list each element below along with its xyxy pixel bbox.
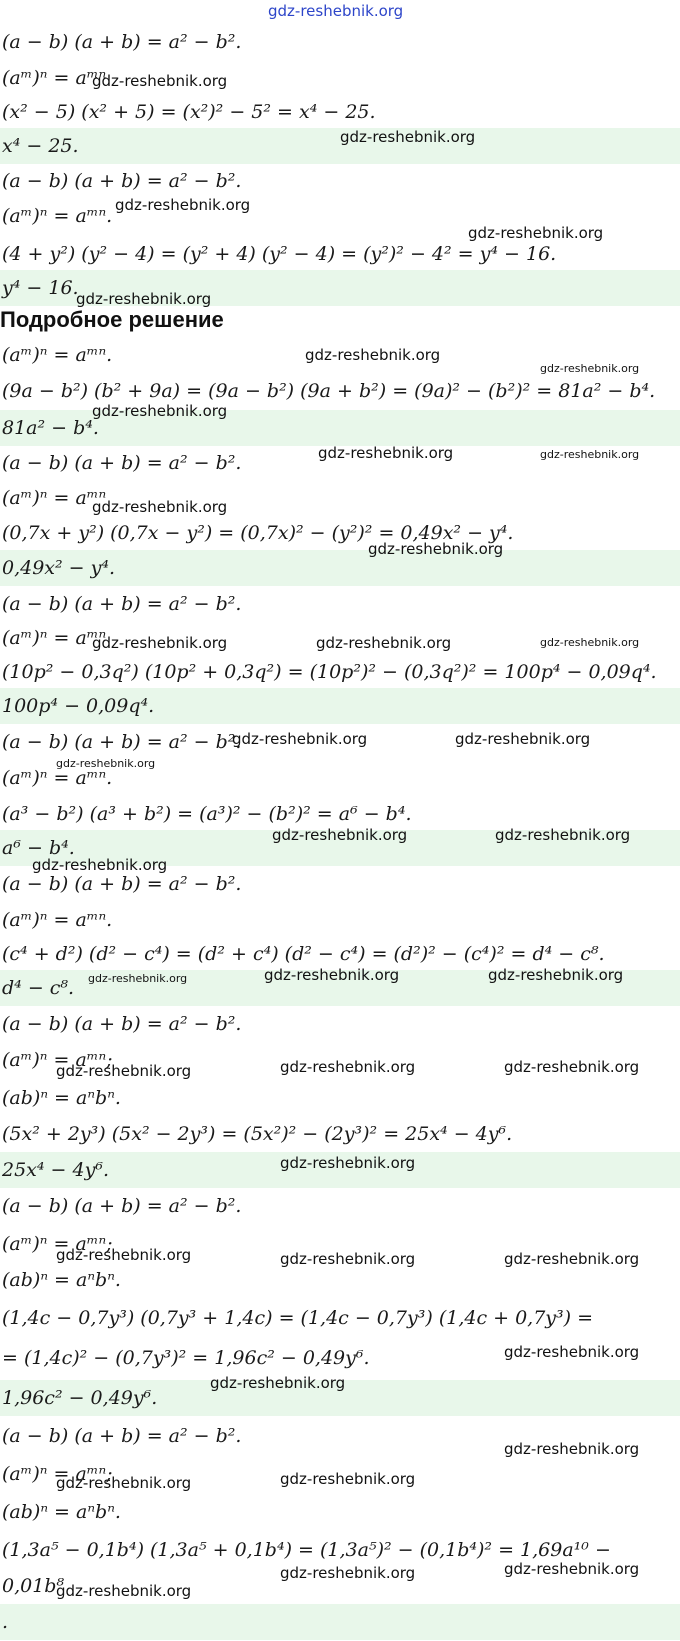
- formula-line: (a − b) (a + b) = a² − b².: [2, 1425, 242, 1447]
- formula-line: (0,7x + y²) (0,7x − y²) = (0,7x)² − (y²)² = 0,49x² − y⁴.: [2, 522, 514, 544]
- formula-line: (4 + y²) (y² − 4) = (y² + 4) (y² − 4) = (y²)² − 4² = y⁴ − 16.: [2, 243, 557, 265]
- formula-line: (aᵐ)ⁿ = aᵐⁿ.: [2, 344, 113, 366]
- formula-line: 0,01b⁸: [2, 1575, 65, 1597]
- formula-line: (a³ − b²) (a³ + b²) = (a³)² − (b²)² = a⁶ − b⁴.: [2, 803, 412, 825]
- site-watermark: gdz-reshebnik.org: [280, 1564, 416, 1582]
- site-watermark: gdz-reshebnik.org: [468, 224, 604, 242]
- site-watermark: gdz-reshebnik.org: [92, 402, 228, 420]
- site-watermark: gdz-reshebnik.org: [504, 1560, 640, 1578]
- formula-line: (5x² + 2y³) (5x² − 2y³) = (5x²)² − (2y³)² = 25x⁴ − 4y⁶.: [2, 1123, 513, 1145]
- site-watermark: gdz-reshebnik.org: [272, 826, 408, 844]
- formula-line: (a − b) (a + b) = a² − b².: [2, 170, 242, 192]
- site-watermark: gdz-reshebnik.org: [88, 972, 188, 985]
- answer-line: 25x⁴ − 4y⁶.: [0, 1152, 680, 1188]
- site-watermark: gdz-reshebnik.org: [455, 730, 591, 748]
- formula-line: = (1,4c)² − (0,7y³)² = 1,96c² − 0,49y⁶.: [2, 1347, 370, 1369]
- site-watermark: gdz-reshebnik.org: [504, 1440, 640, 1458]
- site-watermark: gdz-reshebnik.org: [305, 346, 441, 364]
- answer-line: 0,49x² − y⁴.: [0, 550, 680, 586]
- answer-line: 100p⁴ − 0,09q⁴.: [0, 688, 680, 724]
- formula-line: (aᵐ)ⁿ = aᵐⁿ.: [2, 909, 113, 931]
- section-heading: Подробное решение: [0, 307, 224, 332]
- formula-line: (a − b) (a + b) = a² − b².: [2, 452, 242, 474]
- formula-line: (aᵐ)ⁿ = aᵐⁿ;: [2, 1233, 113, 1255]
- site-watermark: gdz-reshebnik.org: [318, 444, 454, 462]
- formula-line: (x² − 5) (x² + 5) = (x²)² − 5² = x⁴ − 25.: [2, 101, 376, 123]
- answer-line: 1,96c² − 0,49y⁶.: [0, 1380, 680, 1416]
- site-watermark: gdz-reshebnik.org: [280, 1058, 416, 1076]
- formula-line: (aᵐ)ⁿ = aᵐⁿ;: [2, 1463, 113, 1485]
- site-watermark: gdz-reshebnik.org: [115, 196, 251, 214]
- site-watermark: gdz-reshebnik.org: [210, 1374, 346, 1392]
- formula-line: (aᵐ)ⁿ = aᵐⁿ: [2, 67, 107, 89]
- site-watermark: gdz-reshebnik.org: [92, 634, 228, 652]
- site-watermark: gdz-reshebnik.org: [280, 1470, 416, 1488]
- answer-line: y⁴ − 16.: [0, 270, 680, 306]
- site-watermark: gdz-reshebnik.org: [540, 362, 640, 375]
- site-watermark: gdz-reshebnik.org: [504, 1058, 640, 1076]
- site-watermark: gdz-reshebnik.org: [540, 448, 640, 461]
- formula-line: (ab)ⁿ = aⁿbⁿ.: [2, 1087, 121, 1109]
- site-watermark: gdz-reshebnik.org: [316, 634, 452, 652]
- formula-line: (10p² − 0,3q²) (10p² + 0,3q²) = (10p²)² − (0,3q²)² = 100p⁴ − 0,09q⁴.: [2, 661, 657, 683]
- site-watermark: gdz-reshebnik.org: [232, 730, 368, 748]
- site-watermark: gdz-reshebnik.org: [92, 498, 228, 516]
- site-watermark: gdz-reshebnik.org: [280, 1250, 416, 1268]
- answer-line: a⁶ − b⁴.: [0, 830, 680, 866]
- formula-line: (1,3a⁵ − 0,1b⁴) (1,3a⁵ + 0,1b⁴) = (1,3a⁵)² − (0,1b⁴)² = 1,69a¹⁰ −: [2, 1539, 611, 1561]
- site-watermark: gdz-reshebnik.org: [56, 1062, 192, 1080]
- answer-line: x⁴ − 25.: [0, 128, 680, 164]
- formula-line: (ab)ⁿ = aⁿbⁿ.: [2, 1269, 121, 1291]
- site-watermark: gdz-reshebnik.org: [32, 856, 168, 874]
- formula-line: (a − b) (a + b) = a² − b².: [2, 1195, 242, 1217]
- site-watermark: gdz-reshebnik.org: [495, 826, 631, 844]
- formula-line: (1,4c − 0,7y³) (0,7y³ + 1,4c) = (1,4c − 0,7y³) (1,4c + 0,7y³) =: [2, 1307, 594, 1329]
- formula-line: (a − b) (a + b) = a² − b².: [2, 593, 242, 615]
- site-watermark-top: gdz-reshebnik.org: [268, 2, 404, 20]
- formula-line: (a − b) (a + b) = a² − b².: [2, 873, 242, 895]
- formula-line: (aᵐ)ⁿ = aᵐⁿ: [2, 487, 107, 509]
- formula-line: (aᵐ)ⁿ = aᵐⁿ.: [2, 205, 113, 227]
- formula-line: (9a − b²) (b² + 9a) = (9a − b²) (9a + b²) = (9a)² − (b²)² = 81a² − b⁴.: [2, 380, 656, 402]
- site-watermark: gdz-reshebnik.org: [488, 966, 624, 984]
- formula-line: (ab)ⁿ = aⁿbⁿ.: [2, 1501, 121, 1523]
- site-watermark: gdz-reshebnik.org: [504, 1343, 640, 1361]
- site-watermark: gdz-reshebnik.org: [340, 128, 476, 146]
- site-watermark: gdz-reshebnik.org: [76, 290, 212, 308]
- answer-line: .: [0, 1604, 680, 1640]
- site-watermark: gdz-reshebnik.org: [56, 1246, 192, 1264]
- formula-line: (a − b) (a + b) = a² − b².: [2, 31, 242, 53]
- answer-line: d⁴ − c⁸.: [0, 970, 680, 1006]
- answer-line: 81a² − b⁴.: [0, 410, 680, 446]
- formula-line: (aᵐ)ⁿ = aᵐⁿ: [2, 627, 107, 649]
- site-watermark: gdz-reshebnik.org: [264, 966, 400, 984]
- formula-line: (a − b) (a + b) = a² − b².: [2, 1013, 242, 1035]
- site-watermark: gdz-reshebnik.org: [92, 72, 228, 90]
- site-watermark: gdz-reshebnik.org: [56, 1582, 192, 1600]
- site-watermark: gdz-reshebnik.org: [280, 1154, 416, 1172]
- formula-line: (c⁴ + d²) (d² − c⁴) = (d² + c⁴) (d² − c⁴) = (d²)² − (c⁴)² = d⁴ − c⁸.: [2, 943, 605, 965]
- formula-line: (a − b) (a + b) = a² − b².: [2, 731, 242, 753]
- formula-line: (aᵐ)ⁿ = aᵐⁿ;: [2, 1049, 113, 1071]
- site-watermark: gdz-reshebnik.org: [56, 757, 156, 770]
- site-watermark: gdz-reshebnik.org: [540, 636, 640, 649]
- site-watermark: gdz-reshebnik.org: [368, 540, 504, 558]
- site-watermark: gdz-reshebnik.org: [504, 1250, 640, 1268]
- formula-line: (aᵐ)ⁿ = aᵐⁿ.: [2, 767, 113, 789]
- site-watermark: gdz-reshebnik.org: [56, 1474, 192, 1492]
